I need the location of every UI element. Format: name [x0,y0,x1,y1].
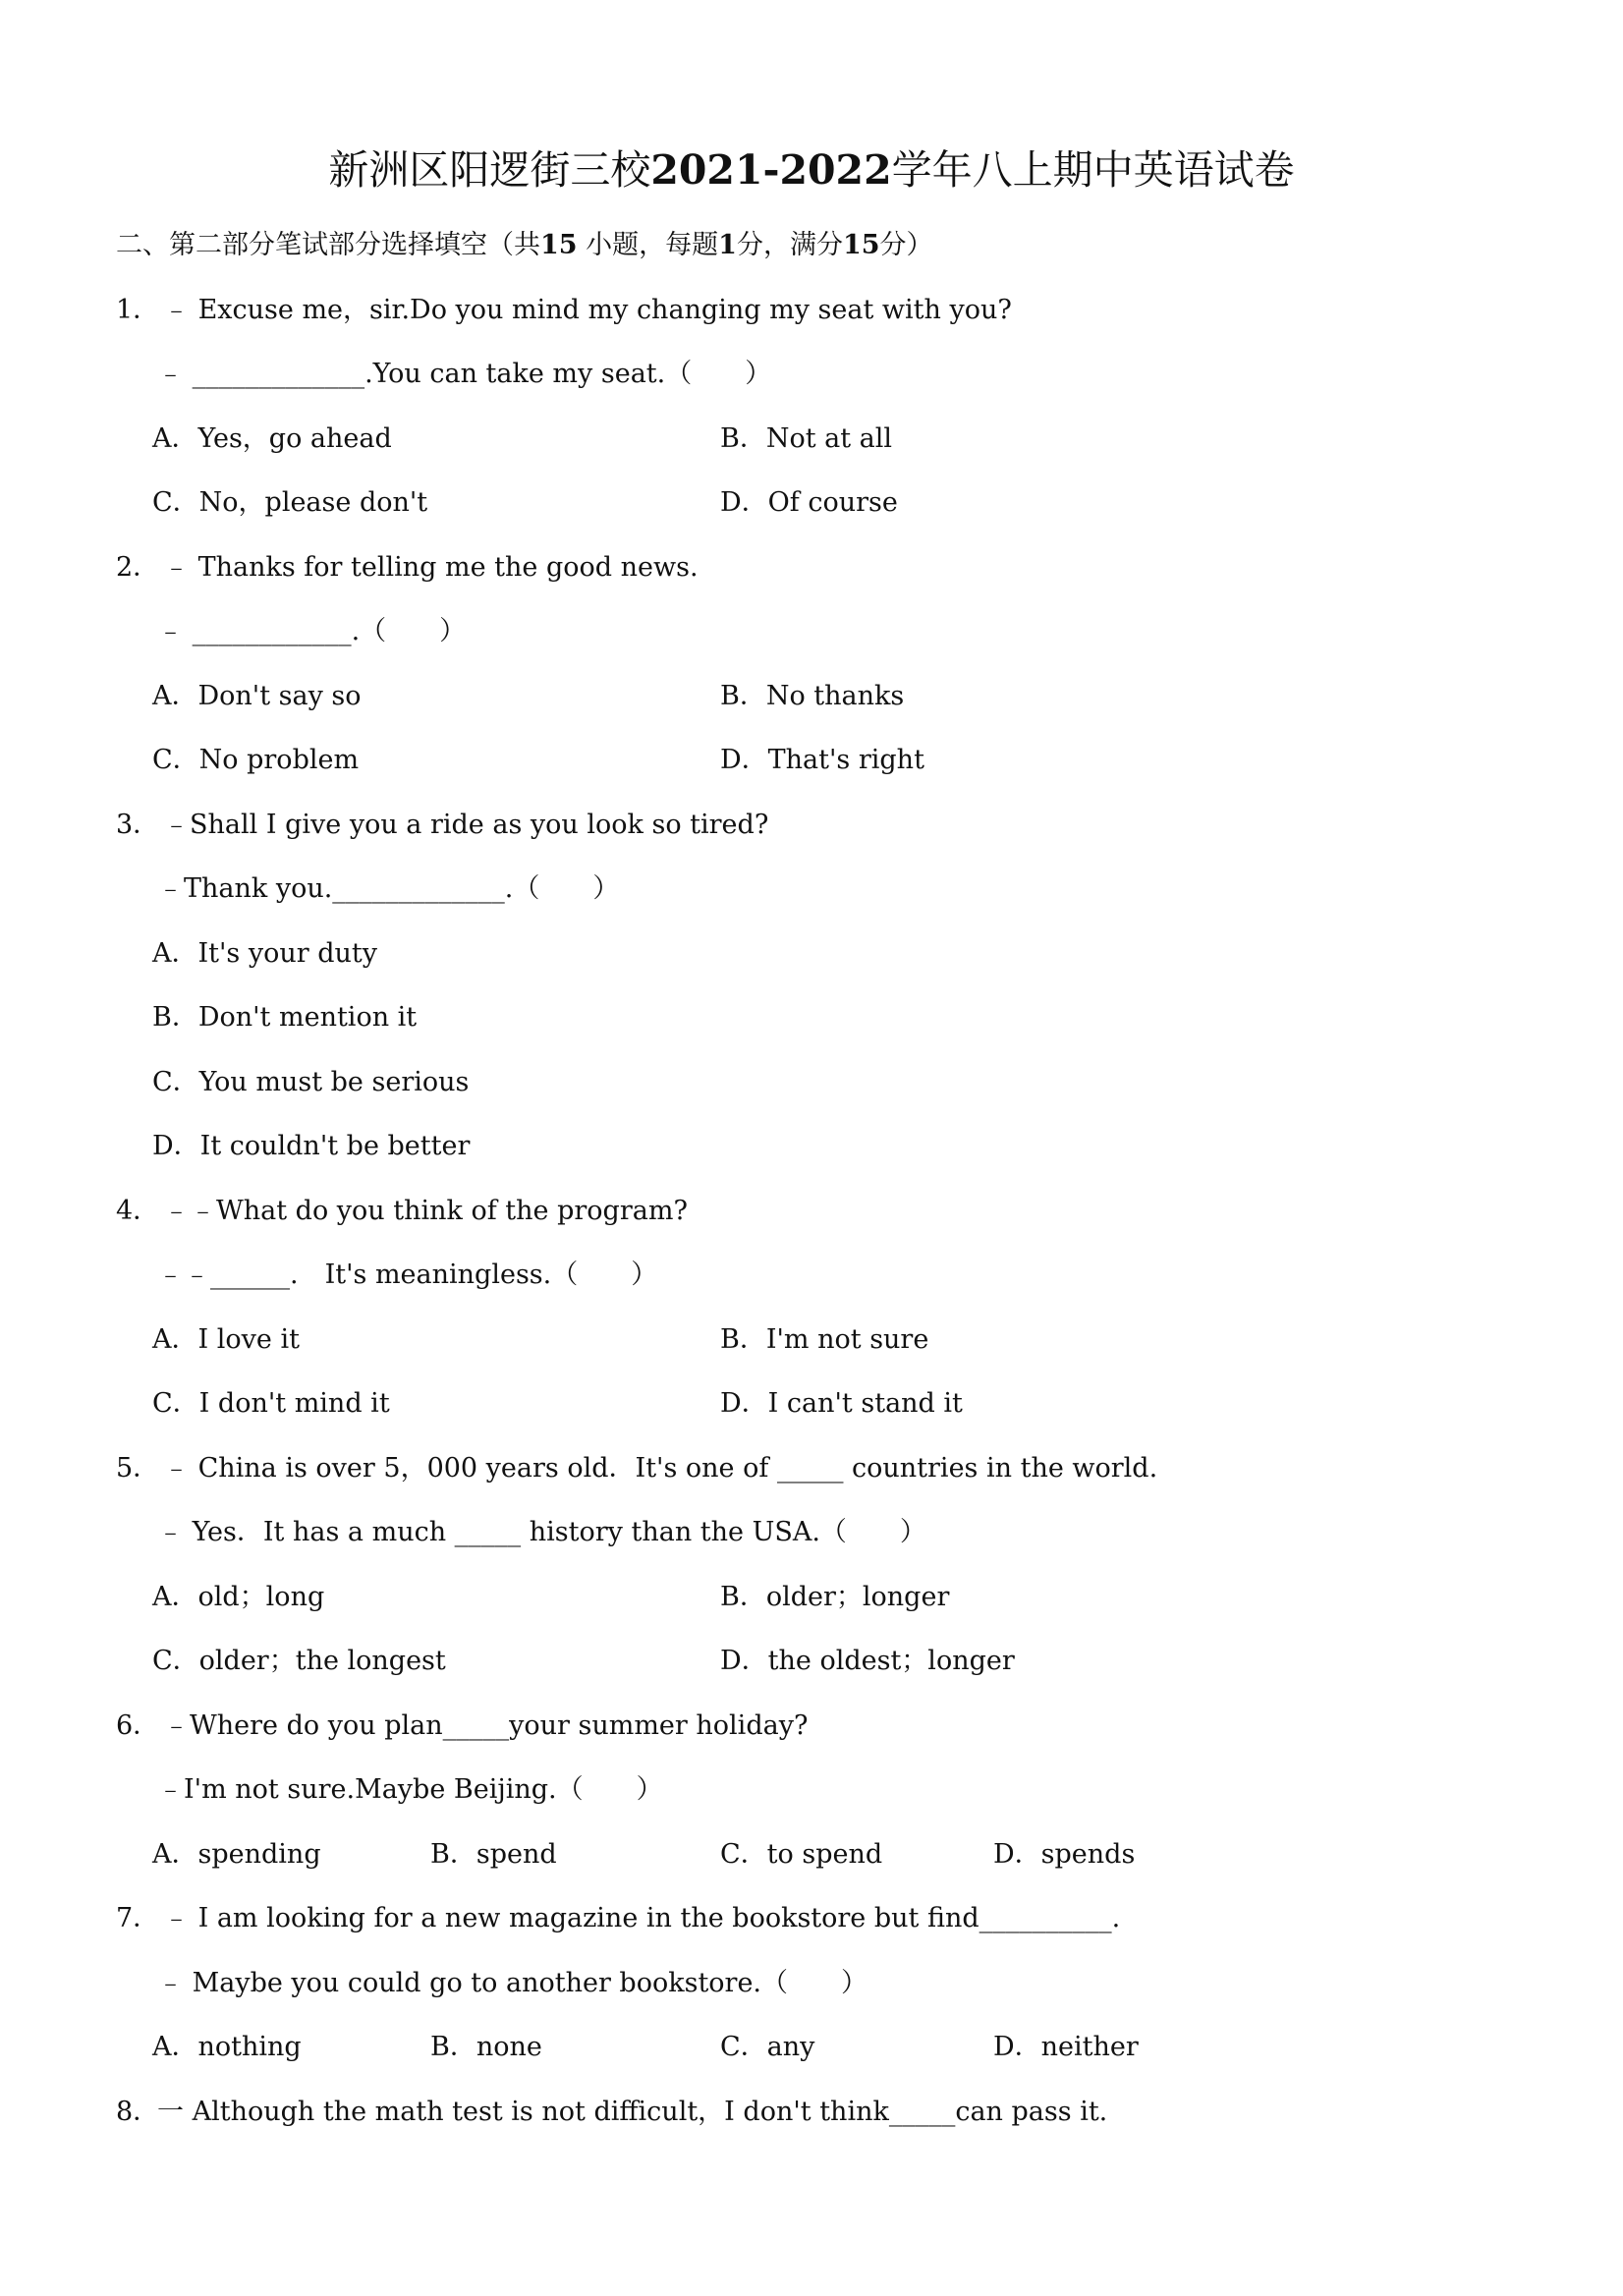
option-c[interactable]: C．to spend [720,1839,883,1870]
question-response: ﹣﹣______. It's meaningless.（ ） [157,1260,658,1290]
option-c[interactable]: C．You must be serious [152,1067,470,1097]
option-a[interactable]: A．It's your duty [152,938,378,969]
option-a[interactable]: A．nothing [152,2032,302,2062]
option-d[interactable]: D．I can't stand it [720,1388,963,1419]
question-stem: ﹣ Thanks for telling me the good news. [163,552,699,583]
question-number: 4． [116,1196,160,1226]
option-a[interactable]: A．Yes，go ahead [152,423,392,454]
title-part3: 学年八上期中英语试卷 [891,146,1295,194]
question-stem: ﹣Shall I give you a ride as you look so tired? [163,810,769,840]
option-d[interactable]: D．It couldn't be better [152,1131,471,1161]
option-b[interactable]: B．older；longer [720,1582,950,1612]
option-d[interactable]: D．Of course [720,487,898,518]
section-text: 分，满分 [736,230,843,260]
option-b[interactable]: B．none [430,2032,542,2062]
option-b[interactable]: B．Don't mention it [152,1002,418,1033]
question-response: ﹣Thank you._____________.（ ） [157,873,620,904]
option-c[interactable]: C．No，please don't [152,487,428,518]
question-stem: ﹣﹣What do you think of the program? [163,1196,688,1226]
question-response: ﹣ Yes．It has a much _____ history than the USA.（ ） [157,1517,926,1547]
title-part1: 新洲区阳逻街三校 [328,146,651,194]
option-c[interactable]: C．older；the longest [152,1646,446,1676]
question-stem: ﹣ China is over 5，000 years old．It's one of _____ countries in the world. [163,1453,1158,1484]
question-number: 1． [116,295,160,325]
option-b[interactable]: B．I'm not sure [720,1324,929,1355]
question-number: 3． [116,810,160,840]
section-points: 1 [718,230,737,260]
question-response: ﹣ _____________.You can take my seat.（ ） [157,359,772,389]
question-stem: 一 Although the math test is not difficult，I don't think_____can pass it. [157,2097,1108,2127]
option-c[interactable]: C．I don't mind it [152,1388,390,1419]
option-d[interactable]: D．spends [993,1839,1136,1870]
section-text: 二、第二部分笔试部分选择填空（共 [116,230,540,260]
option-d[interactable]: D．That's right [720,745,924,775]
section-total: 15 [842,230,880,260]
question-response: ﹣I'm not sure.Maybe Beijing.（ ） [157,1774,663,1805]
question-number: 8． [116,2097,160,2127]
option-a[interactable]: A．I love it [152,1324,300,1355]
question-stem: ﹣Where do you plan_____your summer holiday? [163,1710,809,1741]
section-heading [116,226,933,265]
option-b[interactable]: B．No thanks [720,681,905,711]
section-text: 小题，每题 [577,230,719,260]
title-year: 2021-2022 [650,146,892,194]
option-d[interactable]: D．neither [993,2032,1139,2062]
question-response: ﹣ Maybe you could go to another bookstore.（ ） [157,1968,868,1998]
question-number: 6． [116,1710,160,1741]
option-a[interactable]: A．spending [152,1839,321,1870]
section-count: 15 [540,230,578,260]
option-c[interactable]: C．No problem [152,745,360,775]
question-stem: ﹣ Excuse me，sir.Do you mind my changing my seat with you? [163,295,1012,325]
option-c[interactable]: C．any [720,2032,815,2062]
option-a[interactable]: A．old；long [152,1582,325,1612]
section-text: 分） [879,230,933,260]
question-number: 5． [116,1453,160,1484]
question-stem: ﹣ I am looking for a new magazine in the bookstore but find__________. [163,1903,1121,1933]
option-b[interactable]: B．spend [430,1839,557,1870]
page-title [0,140,1623,199]
option-d[interactable]: D．the oldest；longer [720,1646,1015,1676]
question-number: 7． [116,1903,160,1933]
question-number: 2． [116,552,160,583]
option-b[interactable]: B．Not at all [720,423,893,454]
question-response: ﹣ ____________.（ ） [157,616,467,646]
option-a[interactable]: A．Don't say so [152,681,362,711]
